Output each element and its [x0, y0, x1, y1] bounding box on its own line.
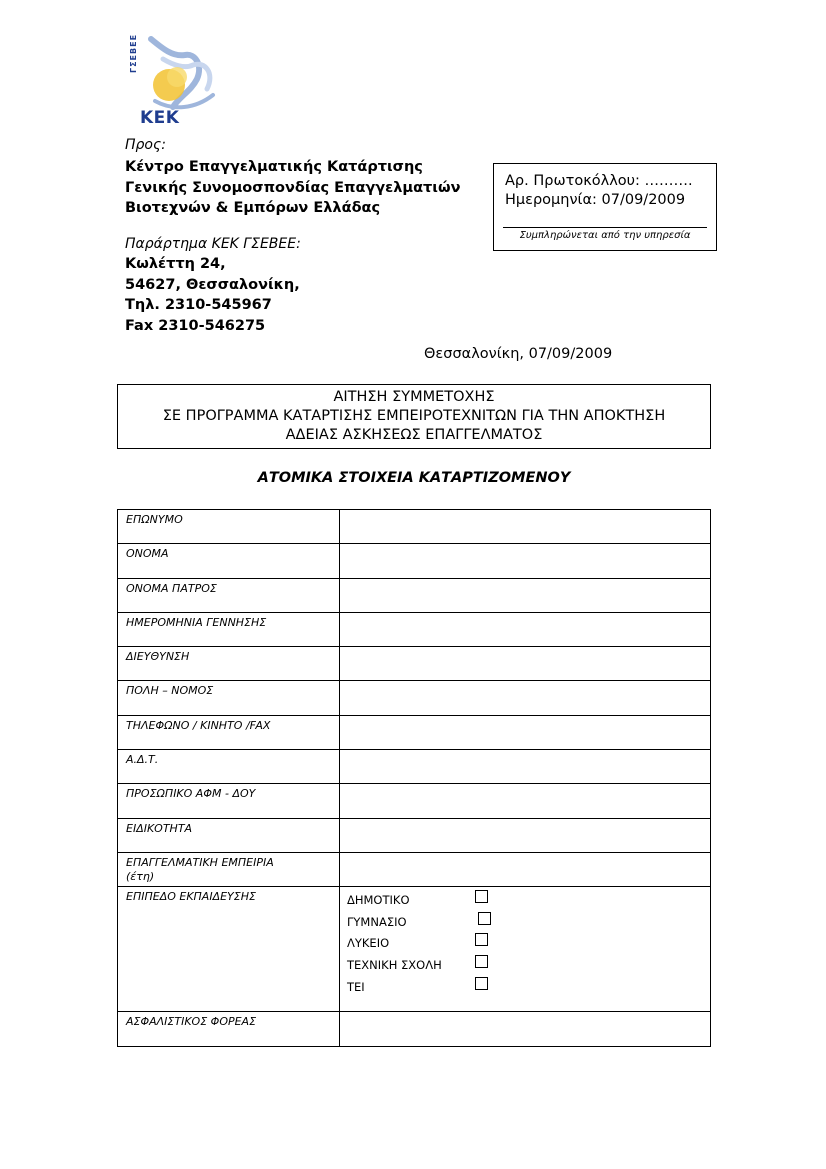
application-title-box — [117, 384, 711, 449]
title-line: ΑΙΤΗΣΗ ΣΥΜΜΕΤΟΧΗΣ — [333, 389, 495, 405]
education-option-lyceum — [347, 936, 710, 958]
protocol-note: Συμπληρώνεται από την υπηρεσία — [519, 230, 691, 241]
option-label: ΤΕΙ — [347, 979, 365, 994]
primary-checkbox[interactable] — [475, 890, 488, 903]
recipient-line: Κέντρο Επαγγελματικής Κατάρτισης — [125, 159, 423, 175]
experience-field[interactable] — [340, 852, 711, 886]
field-label — [118, 852, 340, 886]
field-label: ΕΙΔΙΚΟΤΗΤΑ — [118, 818, 340, 852]
field-label: ΔΙΕΥΘΥΝΣΗ — [118, 647, 340, 681]
field-label: ΑΣΦΑΛΙΣΤΙΚΟΣ ΦΟΡΕΑΣ — [118, 1012, 340, 1046]
field-label: ΟΝΟΜΑ — [118, 544, 340, 578]
father-name-field[interactable] — [340, 578, 711, 612]
lyceum-checkbox[interactable] — [475, 933, 488, 946]
form-row-name — [118, 544, 711, 578]
field-label: ΕΠΩΝΥΜΟ — [118, 510, 340, 544]
branch-line: Κωλέττη 24, — [125, 256, 226, 272]
option-label: ΛΥΚΕΙΟ — [347, 936, 390, 951]
recipient-address — [125, 157, 460, 219]
branch-address — [125, 254, 300, 336]
insurance-field[interactable] — [340, 1012, 711, 1046]
form-row-education — [118, 887, 711, 1012]
technical-school-checkbox[interactable] — [475, 955, 488, 968]
protocol-divider — [503, 227, 707, 228]
education-option-primary — [347, 893, 710, 915]
protocol-date: Ημερομηνία: 07/09/2009 — [505, 192, 686, 208]
city-field[interactable] — [340, 681, 711, 715]
form-row-surname — [118, 510, 711, 544]
field-label: ΟΝΟΜΑ ΠΑΤΡΟΣ — [118, 578, 340, 612]
title-line: ΣΕ ΠΡΟΓΡΑΜΜΑ ΚΑΤΑΡΤΙΣΗΣ ΕΜΠΕΙΡΟΤΕΧΝΙΤΩΝ ΓΙΑ ΤΗΝ ΑΠΟΚΤΗΣΗ — [162, 408, 666, 424]
surname-field[interactable] — [340, 510, 711, 544]
protocol-box — [493, 163, 717, 251]
branch-line: 54627, Θεσσαλονίκη, — [125, 276, 300, 293]
address-field[interactable] — [340, 647, 711, 681]
branch-line: Τηλ. 2310-545967 — [125, 297, 272, 313]
id-card-field[interactable] — [340, 750, 711, 784]
personal-details-form — [117, 509, 711, 1047]
form-row-phone — [118, 715, 711, 749]
birth-date-field[interactable] — [340, 612, 711, 646]
form-row-tax-id — [118, 784, 711, 818]
recipient-line: Βιοτεχνών & Εμπόρων Ελλάδας — [125, 200, 381, 216]
protocol-number: Αρ. Πρωτοκόλλου: ………. — [505, 173, 693, 189]
education-option-gymnasium — [347, 915, 710, 937]
branch-label: Παράρτημα ΚΕΚ ΓΣΕΒΕΕ: — [125, 236, 301, 252]
logo-text: ΚΕΚ — [140, 108, 180, 128]
name-field[interactable] — [340, 544, 711, 578]
field-label: ΠΟΛΗ – ΝΟΜΟΣ — [118, 681, 340, 715]
logo-mark-icon — [133, 35, 225, 115]
field-label: ΗΜΕΡΟΜΗΝΙΑ ΓΕΝΝΗΣΗΣ — [118, 612, 340, 646]
education-options — [340, 887, 711, 1012]
option-label: ΤΕΧΝΙΚΗ ΣΧΟΛΗ — [347, 958, 442, 973]
title-line: ΑΔΕΙΑΣ ΑΣΚΗΣΕΩΣ ΕΠΑΓΓΕΛΜΑΤΟΣ — [285, 427, 543, 443]
form-row-father-name — [118, 578, 711, 612]
form-row-insurance — [118, 1012, 711, 1046]
field-label-line: ΕΠΑΓΓΕΛΜΑΤΙΚΗ ΕΜΠΕΙΡΙΑ — [126, 855, 274, 869]
option-label: ΓΥΜΝΑΣΙΟ — [347, 914, 407, 929]
education-option-tei — [347, 980, 710, 1002]
section-title: ΑΤΟΜΙΚΑ ΣΤΟΙΧΕΙΑ ΚΑΤΑΡΤΙΖΟΜΕΝΟΥ — [257, 470, 571, 486]
logo-vertical-text: ΓΣΕΒΕΕ — [129, 33, 138, 73]
field-label: Α.Δ.Τ. — [118, 750, 340, 784]
recipient-label: Προς: — [125, 137, 166, 153]
option-label: ΔΗΜΟΤΙΚΟ — [347, 893, 410, 908]
education-option-technical — [347, 958, 710, 980]
field-label-line: (έτη) — [126, 869, 155, 883]
field-label: ΕΠΙΠΕΔΟ ΕΚΠΑΙΔΕΥΣΗΣ — [118, 887, 340, 1012]
form-row-specialty — [118, 818, 711, 852]
recipient-line: Γενικής Συνομοσπονδίας Επαγγελματιών — [125, 179, 461, 196]
gymnasium-checkbox[interactable] — [478, 912, 491, 925]
form-row-experience — [118, 852, 711, 886]
form-row-city — [118, 681, 711, 715]
field-label: ΤΗΛΕΦΩΝΟ / ΚΙΝΗΤΟ /FAX — [118, 715, 340, 749]
specialty-field[interactable] — [340, 818, 711, 852]
tei-checkbox[interactable] — [475, 977, 488, 990]
form-row-birth-date — [118, 612, 711, 646]
branch-line: Fax 2310-546275 — [125, 317, 266, 334]
place-date: Θεσσαλονίκη, 07/09/2009 — [424, 346, 613, 362]
kek-logo — [129, 33, 225, 130]
phone-field[interactable] — [340, 715, 711, 749]
form-row-address — [118, 647, 711, 681]
tax-id-field[interactable] — [340, 784, 711, 818]
field-label: ΠΡΟΣΩΠΙΚΟ ΑΦΜ - ΔΟΥ — [118, 784, 340, 818]
form-row-id-card — [118, 750, 711, 784]
